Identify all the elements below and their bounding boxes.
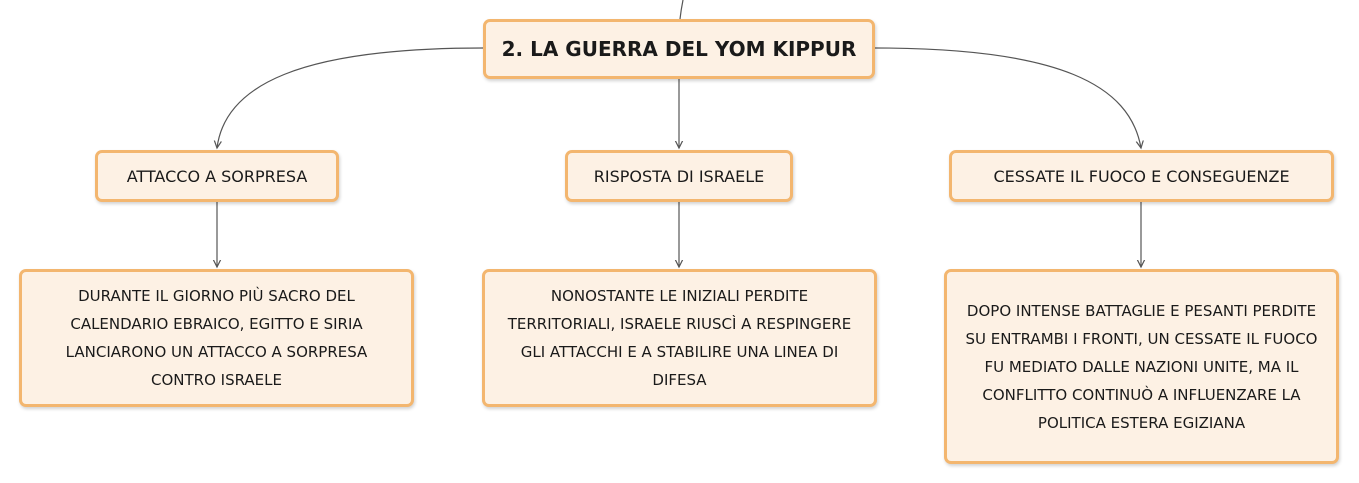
branch-topic-attacco[interactable] — [95, 150, 339, 202]
root-topic[interactable] — [483, 19, 875, 79]
detail-topic-text: DURANTE IL GIORNO PIÙ SACRO DEL CALENDARIO EBRAICO, EGITTO E SIRIA LANCIARONO UN ATTACCO A SORPRESA CONTRO ISRAELE — [65, 287, 368, 389]
detail-topic-text: NONOSTANTE LE INIZIALI PERDITE TERRITORIALI, ISRAELE RIUSCÌ A RESPINGERE GLI ATTACCHI E A STABILIRE UNA LINEA DI DIFESA — [507, 287, 852, 389]
branch-topic-label: ATTACCO A SORPRESA — [126, 166, 308, 186]
detail-topic-risposta[interactable] — [482, 269, 877, 407]
branch-topic-risposta[interactable] — [565, 150, 793, 202]
detail-topic-cessate[interactable] — [944, 269, 1339, 464]
root-topic-label: 2. LA GUERRA DEL YOM KIPPUR — [501, 37, 857, 61]
connector-root-to-branch-3 — [875, 48, 1141, 148]
detail-topic-attacco[interactable] — [19, 269, 414, 407]
detail-topic-text: DOPO INTENSE BATTAGLIE E PESANTI PERDITE SU ENTRAMBI I FRONTI, UN CESSATE IL FUOCO FU MEDIATO DALLE NAZIONI UNITE, MA IL CONFLITTO CONTINUÒ A INFLUENZARE LA POLITICA ESTERA EGIZIANA — [965, 301, 1318, 432]
branch-topic-label: RISPOSTA DI ISRAELE — [593, 166, 765, 186]
connector-parent-to-root — [680, 0, 683, 19]
connector-root-to-branch-1 — [217, 48, 483, 148]
branch-topic-label: CESSATE IL FUOCO E CONSEGUENZE — [993, 166, 1290, 186]
branch-topic-cessate[interactable] — [949, 150, 1334, 202]
